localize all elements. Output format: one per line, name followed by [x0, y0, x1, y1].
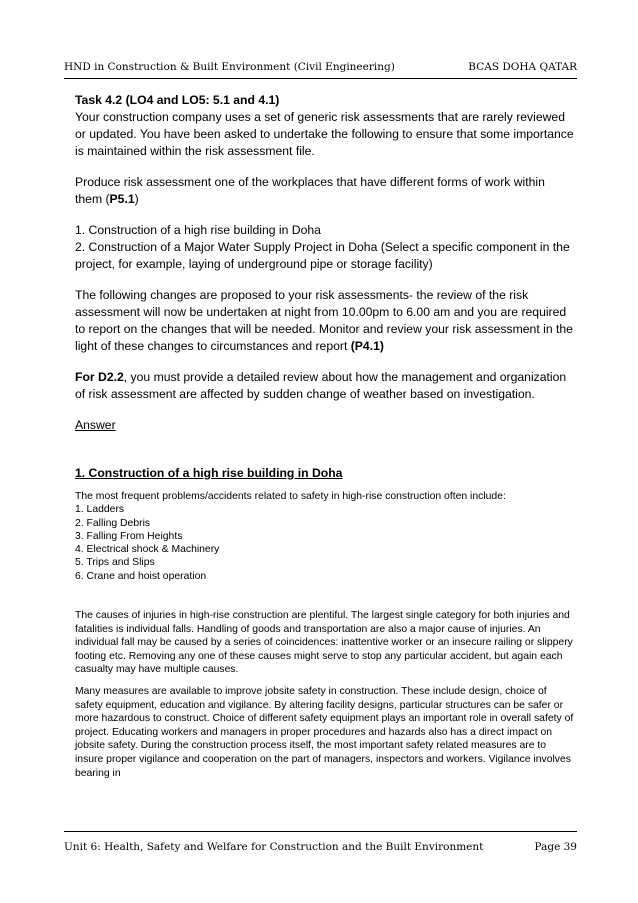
task-item-1: 1. Construction of a high rise building in Doha: [75, 223, 321, 237]
changes-text: The following changes are proposed to your risk assessments- the review of the risk assessment will now be undertaken at night from 10.00pm to 6.00 am and you are required to report on the changes that will be needed. Monitor and review your risk assessment in the light of these changes to circumstances and report: [75, 288, 573, 353]
produce-end: ): [134, 192, 139, 206]
d22-text: , you must provide a detailed review about how the management and organization of risk assessment are affected by sudden change of weather based on investigation.: [75, 370, 567, 401]
section-paragraph-2: Many measures are available to improve jobsite safety in construction. These include design, choice of safety equipment, education and vigilance. By altering facility designs, particular structures can be safer or more hazardous to construct. Choice of different safety equipment plays an important role in overall safety of project. Educating workers and managers in proper procedures and hazards also has a direct impact on jobsite safety. During the construction process itself, the most important safety related measures are to insure proper vigilance and cooperation on the part of managers, inspectors and workers. Vigilance involves bearing in: [75, 686, 574, 779]
footer-unit-title: Unit 6: Health, Safety and Welfare for Construction and the Built Environment: [64, 841, 484, 853]
page-body: [75, 92, 575, 780]
list-item: 2. Falling Debris: [75, 517, 151, 529]
footer-page-number: Page 39: [534, 841, 577, 853]
list-item: 6. Crane and hoist operation: [75, 570, 207, 582]
list-item: 1. Ladders: [75, 504, 125, 516]
section-paragraph-1: The causes of injuries in high-rise construction are plentiful. The largest single category for both injuries and fatalities is individual falls. Handling of goods and transportation are also a major cause of injuries. An individual fall may be caused by a series of coincidences: inattentive worker or an insecure railing or slippery footing etc. Removing any one of these causes might serve to stop any particular accident, but again each casualty may have multiple causes.: [75, 610, 573, 676]
footer-rule: [64, 831, 577, 832]
task-produce: [75, 174, 575, 208]
list-item: 5. Trips and Slips: [75, 557, 155, 569]
produce-text: Produce risk assessment one of the workplaces that have different forms of work within them (: [75, 175, 545, 206]
section-heading: 1. Construction of a high rise building in Doha: [75, 466, 343, 480]
task-changes: [75, 287, 575, 355]
header-course-title: HND in Construction & Built Environment (Civil Engineering): [64, 61, 395, 73]
changes-code: (P4.1): [350, 339, 384, 353]
d22-code: For D2.2: [75, 370, 124, 384]
list-item: 4. Electrical shock & Machinery: [75, 544, 220, 556]
task-title: Task 4.2 (LO4 and LO5: 5.1 and 4.1): [75, 93, 280, 107]
list-item: 3. Falling From Heights: [75, 530, 183, 542]
header-institution: BCAS DOHA QATAR: [468, 61, 577, 73]
header-rule: [64, 78, 577, 79]
task-d22: [75, 369, 575, 403]
answer-label: Answer: [75, 418, 116, 432]
task-item-2: 2. Construction of a Major Water Supply Project in Doha (Select a specific component in the project, for example, laying of underground pipe or storage facility): [75, 240, 570, 271]
section-lead: The most frequent problems/accidents related to safety in high-rise construction often include:: [75, 491, 506, 502]
produce-code: P5.1: [109, 192, 135, 206]
task-intro: Your construction company uses a set of generic risk assessments that are rarely reviewed or updated. You have been asked to undertake the following to ensure that some importance is maintained within the risk assessment file.: [75, 110, 574, 158]
hazard-list: [75, 503, 575, 583]
